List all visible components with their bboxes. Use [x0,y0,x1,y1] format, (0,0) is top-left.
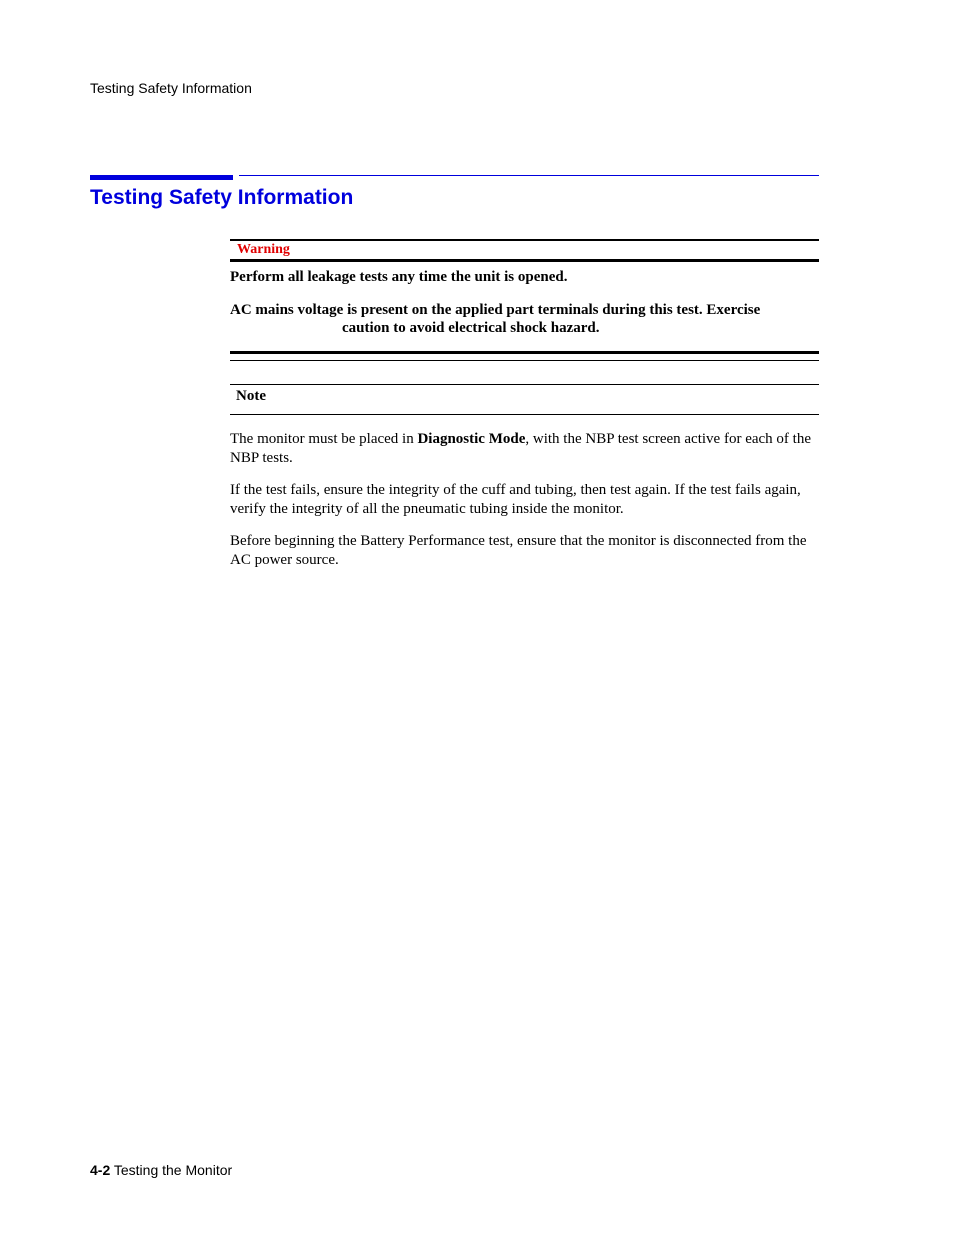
paragraph-3: Before beginning the Battery Performance test, ensure that the monitor is disconnected from the AC power source. [230,533,807,568]
paragraph-2: If the test fails, ensure the integrity of the cuff and tubing, then test again. If the test fails again, verify the integrity of all the pneumatic tubing inside the monitor. [230,482,801,517]
warning-text-2 [230,301,819,337]
note-box [230,384,819,415]
paragraph-1-end: , with the NBP test screen active for each of the NBP tests. [230,431,811,466]
warning-box [230,239,819,361]
paragraph-1 [230,430,819,468]
running-header: Testing Safety Information [90,80,252,96]
warning-text-2a: AC mains voltage is present on the applied part terminals during this test. Exercise [230,302,761,318]
diagnostic-mode-term: Diagnostic Mode [417,431,526,447]
warning-text-1: Perform all leakage tests any time the unit is opened. [230,269,568,285]
warning-label: Warning [237,242,290,257]
warning-bottom-rule [230,351,819,361]
note-label: Note [236,388,266,404]
page-footer [90,1162,232,1178]
warning-label-rule [230,259,819,262]
warning-text-2b: caution to avoid electrical shock hazard. [342,320,600,336]
heading-rule-thick [90,175,233,180]
body-text [230,430,819,583]
paragraph-1-start: The monitor must be placed in [230,431,418,447]
heading-rule-thin [239,175,819,176]
chapter-title: Testing the Monitor [110,1162,233,1178]
page-number: 4-2 [90,1162,111,1178]
section-title: Testing Safety Information [90,186,354,209]
